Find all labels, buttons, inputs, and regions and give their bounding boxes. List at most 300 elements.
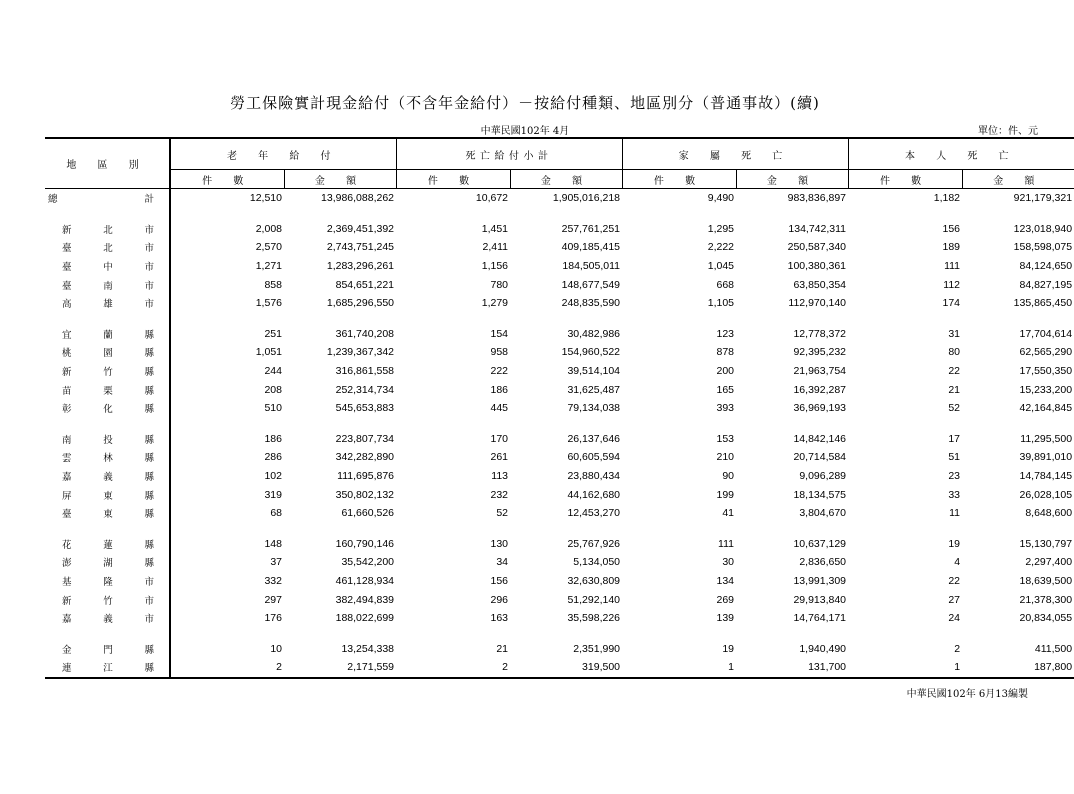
value-cell: 148 (264, 537, 282, 550)
value-cell: 250,587,340 (787, 241, 847, 254)
region-char: 高 (62, 299, 72, 311)
gap-cell (848, 313, 962, 325)
value-cell: 12,453,270 (567, 507, 621, 520)
table-row (45, 294, 1074, 313)
value-cell: 15,130,797 (1019, 537, 1073, 550)
family-death-header: 家 屬 死 亡 (622, 138, 848, 170)
region-char: 臺 (62, 262, 72, 274)
value-cell: 156 (490, 574, 509, 587)
value-cell: 332 (264, 574, 282, 587)
region-cell (45, 238, 170, 257)
table-row (45, 572, 1074, 591)
gap-cell (962, 523, 1074, 535)
value-cell: 17,704,614 (1019, 327, 1073, 340)
gap-cell (622, 313, 736, 325)
value-cell: 176 (264, 612, 282, 625)
value-cell: 510 (264, 402, 282, 415)
value-cell: 63,850,354 (793, 278, 847, 291)
value-cell: 1,239,367,342 (326, 346, 395, 359)
region-char: 園 (103, 348, 113, 360)
value-cell: 123,018,940 (1013, 222, 1073, 235)
region-char: 市 (144, 299, 154, 311)
region-char: 縣 (144, 644, 154, 656)
region-cell (45, 430, 170, 449)
gap-cell (396, 627, 510, 639)
gap-cell (396, 208, 510, 220)
value-cell: 36,969,193 (793, 402, 847, 415)
gap-cell (736, 627, 848, 639)
gap-cell (622, 208, 736, 220)
value-cell: 248,835,590 (561, 297, 621, 310)
region-name (45, 450, 154, 464)
table-row (45, 380, 1074, 399)
gap-cell (962, 627, 1074, 639)
gap-cell (170, 523, 284, 535)
compiled-date: 中華民國102年 6月13編製 (906, 689, 1028, 700)
value-cell: 411,500 (1034, 642, 1073, 655)
region-cell (45, 257, 170, 276)
region-char: 連 (62, 663, 72, 675)
value-cell: 24 (948, 612, 961, 625)
value-cell: 39,891,010 (1019, 451, 1073, 464)
count-header: 件 數 (622, 170, 736, 189)
value-cell: 10,672 (475, 192, 509, 205)
region-char: 基 (62, 576, 72, 588)
gap-cell (284, 418, 396, 430)
value-cell: 2 (396, 658, 510, 678)
value-cell: 200 (716, 365, 735, 378)
value-cell: 350,802,132 (335, 488, 395, 501)
region-cell (45, 639, 170, 658)
region-name (45, 611, 154, 625)
table-row (45, 639, 1074, 658)
value-cell: 1,051 (255, 346, 282, 359)
value-cell: 60,605,594 (567, 451, 621, 464)
value-cell: 52 (948, 402, 961, 415)
value-cell: 130 (490, 537, 509, 550)
benefits-table (45, 137, 1074, 679)
value-cell: 30 (722, 556, 735, 569)
region-char: 蓮 (103, 539, 113, 551)
value-cell: 251 (264, 327, 282, 340)
region-name (45, 240, 154, 254)
region-name (45, 191, 154, 205)
region-cell (45, 399, 170, 418)
region-char: 屏 (62, 490, 72, 502)
table-row (45, 220, 1074, 239)
region-char: 總 (48, 194, 58, 206)
value-cell: 153 (716, 432, 735, 445)
gap-cell (848, 208, 962, 220)
table-row (45, 553, 1074, 572)
value-cell: 19 (948, 537, 961, 550)
value-cell: 111 (718, 537, 735, 550)
gap-cell (622, 627, 736, 639)
value-cell: 2,743,751,245 (326, 241, 395, 254)
value-cell: 2,297,400 (1025, 556, 1073, 569)
value-cell: 102 (264, 470, 282, 483)
old-age-benefit-header: 老 年 給 付 (170, 138, 396, 170)
region-name (45, 593, 154, 607)
region-name (45, 222, 154, 236)
region-char: 嘉 (62, 472, 72, 484)
value-cell: 2,836,650 (799, 556, 847, 569)
gap-cell (510, 627, 622, 639)
gap-cell (284, 627, 396, 639)
value-cell: 84,827,195 (1019, 278, 1073, 291)
amount-header: 金 額 (736, 170, 848, 189)
value-cell: 1,182 (933, 192, 961, 205)
value-cell: 21 (496, 642, 509, 655)
value-cell: 35,598,226 (567, 612, 621, 625)
region-char: 縣 (144, 472, 154, 484)
value-cell: 16,392,287 (793, 383, 847, 396)
table-row (45, 535, 1074, 554)
value-cell: 131,700 (736, 658, 848, 678)
value-cell: 113 (491, 470, 509, 483)
gap-cell (622, 418, 736, 430)
value-cell: 12,778,372 (793, 327, 847, 340)
value-cell: 160,790,146 (335, 537, 395, 550)
gap-cell (510, 418, 622, 430)
region-name (45, 506, 154, 520)
value-cell: 409,185,415 (561, 241, 621, 254)
region-cell (45, 362, 170, 381)
value-cell: 199 (716, 488, 735, 501)
region-char: 門 (103, 644, 113, 656)
value-cell: 41 (722, 507, 735, 520)
value-cell: 319 (264, 488, 282, 501)
value-cell: 210 (716, 451, 735, 464)
gap-cell (962, 313, 1074, 325)
region-name (45, 345, 154, 359)
region-char: 投 (103, 434, 113, 446)
region-char: 蘭 (103, 329, 113, 341)
value-cell: 286 (264, 451, 282, 464)
value-cell: 878 (716, 346, 735, 359)
region-name (45, 469, 154, 483)
region-char: 竹 (103, 367, 113, 379)
gap-cell (396, 418, 510, 430)
gap-cell (45, 627, 170, 639)
value-cell: 39,514,104 (567, 365, 621, 378)
value-cell: 100,380,361 (787, 260, 847, 273)
region-char: 花 (62, 539, 72, 551)
region-char: 南 (62, 434, 72, 446)
region-cell (45, 448, 170, 467)
value-cell: 1,451 (481, 222, 509, 235)
value-cell: 1,045 (707, 260, 735, 273)
value-cell: 257,761,251 (561, 222, 621, 235)
region-cell (45, 294, 170, 313)
region-char: 林 (103, 453, 113, 465)
value-cell: 11 (949, 507, 961, 520)
table-body (45, 189, 1074, 678)
region-char: 縣 (144, 453, 154, 465)
value-cell: 244 (264, 365, 282, 378)
region-char: 新 (62, 595, 72, 607)
table-row (45, 504, 1074, 523)
region-char: 新 (62, 367, 72, 379)
value-cell: 4 (954, 556, 961, 569)
region-cell (45, 609, 170, 628)
gap-cell (736, 418, 848, 430)
region-name (45, 364, 154, 378)
value-cell: 62,565,290 (1019, 346, 1073, 359)
value-cell: 31 (948, 327, 961, 340)
group-gap (45, 313, 1074, 325)
region-char: 縣 (144, 404, 154, 416)
region-cell (45, 572, 170, 591)
value-cell: 297 (264, 593, 282, 606)
region-char: 市 (144, 224, 154, 236)
gap-cell (510, 523, 622, 535)
group-gap (45, 418, 1074, 430)
region-char: 雲 (62, 453, 72, 465)
value-cell: 668 (716, 278, 735, 291)
region-char: 江 (103, 663, 113, 675)
region-cell (45, 220, 170, 239)
value-cell: 445 (490, 402, 509, 415)
region-cell (45, 467, 170, 486)
value-cell: 1,905,016,218 (552, 192, 621, 205)
value-cell: 33 (948, 488, 961, 501)
value-cell: 1,279 (481, 297, 509, 310)
value-cell: 13,986,088,262 (321, 192, 395, 205)
value-cell: 25,767,926 (567, 537, 621, 550)
value-cell: 14,764,171 (793, 612, 847, 625)
value-cell: 51 (948, 451, 961, 464)
region-name (45, 488, 154, 502)
region-char: 北 (103, 243, 113, 255)
value-cell: 189 (942, 241, 961, 254)
value-cell: 361,740,208 (335, 327, 395, 340)
value-cell: 165 (716, 383, 735, 396)
table-row (45, 430, 1074, 449)
value-cell: 27 (948, 593, 961, 606)
table-row (45, 399, 1074, 418)
value-cell: 139 (716, 612, 735, 625)
value-cell: 958 (490, 346, 509, 359)
region-char: 臺 (62, 509, 72, 521)
value-cell: 9,096,289 (799, 470, 847, 483)
region-char: 化 (103, 404, 113, 416)
region-char: 縣 (144, 663, 154, 675)
value-cell: 112 (943, 278, 961, 291)
value-cell: 11,295,500 (1020, 432, 1073, 445)
region-char: 市 (144, 614, 154, 626)
region-cell (45, 535, 170, 554)
gap-cell (170, 627, 284, 639)
value-cell: 174 (942, 297, 961, 310)
gap-cell (510, 208, 622, 220)
value-cell: 2,351,990 (573, 642, 621, 655)
value-cell: 44,162,680 (567, 488, 621, 501)
region-char: 市 (144, 576, 154, 588)
value-cell: 61,660,526 (341, 507, 395, 520)
region-char: 雄 (103, 299, 113, 311)
value-cell: 223,807,734 (335, 432, 395, 445)
gap-cell (962, 418, 1074, 430)
value-cell: 22 (948, 365, 961, 378)
value-cell: 983,836,897 (787, 192, 847, 205)
region-char: 縣 (144, 329, 154, 341)
table-row (45, 238, 1074, 257)
gap-cell (45, 208, 170, 220)
death-benefit-subtotal-header: 死亡給付小計 (396, 138, 622, 170)
region-name (45, 296, 154, 310)
gap-cell (736, 208, 848, 220)
region-char: 縣 (144, 509, 154, 521)
value-cell: 20,714,584 (793, 451, 847, 464)
region-char: 縣 (144, 434, 154, 446)
value-cell: 42,164,845 (1019, 402, 1073, 415)
value-cell: 84,124,650 (1019, 260, 1073, 273)
region-char: 市 (144, 243, 154, 255)
region-char: 北 (103, 224, 113, 236)
value-cell: 21 (948, 383, 961, 396)
region-char: 市 (144, 595, 154, 607)
gap-cell (848, 627, 962, 639)
value-cell: 34 (496, 556, 509, 569)
gap-cell (284, 208, 396, 220)
region-name (45, 642, 154, 656)
value-cell: 342,282,890 (335, 451, 395, 464)
region-cell (45, 189, 170, 208)
region-cell (45, 325, 170, 344)
value-cell: 29,913,840 (793, 593, 847, 606)
value-cell: 30,482,986 (567, 327, 621, 340)
gap-cell (510, 313, 622, 325)
region-char: 縣 (144, 539, 154, 551)
value-cell: 1,940,490 (799, 642, 847, 655)
count-header: 件 數 (848, 170, 962, 189)
value-cell: 2,570 (255, 241, 282, 254)
value-cell: 19 (722, 642, 735, 655)
group-gap (45, 627, 1074, 639)
value-cell: 1,685,296,550 (326, 297, 395, 310)
value-cell: 2,171,559 (284, 658, 396, 678)
value-cell: 20,834,055 (1019, 612, 1073, 625)
value-cell: 10 (270, 642, 282, 655)
value-cell: 163 (490, 612, 509, 625)
gap-cell (284, 313, 396, 325)
amount-header: 金 額 (284, 170, 396, 189)
value-cell: 21,378,300 (1019, 593, 1073, 606)
value-cell: 80 (948, 346, 961, 359)
value-cell: 154,960,522 (561, 346, 621, 359)
table-header (45, 138, 1074, 189)
value-cell: 18,639,500 (1019, 574, 1073, 587)
region-char: 桃 (62, 348, 72, 360)
region-char: 南 (103, 280, 113, 292)
count-header: 件 數 (396, 170, 510, 189)
group-gap (45, 523, 1074, 535)
value-cell: 21,963,754 (793, 365, 847, 378)
value-cell: 780 (490, 278, 509, 291)
value-cell: 187,800 (962, 658, 1074, 678)
region-char: 縣 (144, 348, 154, 360)
value-cell: 208 (264, 383, 282, 396)
value-cell: 393 (716, 402, 735, 415)
table-row (45, 467, 1074, 486)
value-cell: 921,179,321 (1013, 192, 1073, 205)
value-cell: 15,233,200 (1019, 383, 1073, 396)
value-cell: 35,542,200 (341, 556, 395, 569)
value-cell: 112,970,140 (788, 297, 847, 310)
value-cell: 170 (490, 432, 509, 445)
region-char: 計 (144, 194, 154, 206)
unit-label: 單位：件、元 (978, 126, 1038, 137)
value-cell: 32,630,809 (567, 574, 621, 587)
value-cell: 2,222 (707, 241, 735, 254)
value-cell: 2,411 (482, 241, 509, 254)
region-name (45, 660, 154, 674)
region-name (45, 537, 154, 551)
value-cell: 186 (264, 432, 282, 445)
value-cell: 3,804,670 (799, 507, 847, 520)
region-char: 苗 (62, 385, 72, 397)
value-cell: 1 (622, 658, 736, 678)
value-cell: 68 (270, 507, 282, 520)
value-cell: 90 (722, 470, 735, 483)
region-char: 中 (103, 262, 113, 274)
group-gap (45, 208, 1074, 220)
table-row (45, 362, 1074, 381)
value-cell: 5,134,050 (573, 556, 621, 569)
region-char: 臺 (62, 243, 72, 255)
value-cell: 156 (942, 222, 961, 235)
table-row (45, 485, 1074, 504)
value-cell: 2,369,451,392 (326, 222, 395, 235)
region-char: 竹 (103, 595, 113, 607)
value-cell: 2,008 (255, 222, 282, 235)
value-cell: 92,395,232 (793, 346, 847, 359)
region-char: 義 (103, 614, 113, 626)
region-char: 縣 (144, 367, 154, 379)
region-char: 東 (103, 490, 113, 502)
value-cell: 31,625,487 (567, 383, 621, 396)
region-cell (45, 485, 170, 504)
gap-cell (962, 208, 1074, 220)
region-char: 隆 (103, 576, 113, 588)
value-cell: 1,156 (481, 260, 509, 273)
value-cell: 858 (264, 278, 282, 291)
gap-cell (45, 418, 170, 430)
region-char: 市 (144, 262, 154, 274)
region-cell (45, 504, 170, 523)
gap-cell (170, 313, 284, 325)
region-char: 縣 (144, 558, 154, 570)
gap-cell (396, 313, 510, 325)
gap-cell (848, 418, 962, 430)
value-cell: 296 (490, 593, 509, 606)
value-cell: 17,550,350 (1019, 365, 1073, 378)
value-cell: 319,500 (510, 658, 622, 678)
region-cell (45, 380, 170, 399)
value-cell: 111 (944, 260, 961, 273)
value-cell: 1,283,296,261 (326, 260, 395, 273)
value-cell: 134,742,311 (788, 222, 847, 235)
gap-cell (170, 418, 284, 430)
region-cell (45, 658, 170, 678)
value-cell: 18,134,575 (793, 488, 847, 501)
value-cell: 9,490 (707, 192, 735, 205)
gap-cell (622, 523, 736, 535)
value-cell: 51,292,140 (567, 593, 621, 606)
value-cell: 2 (954, 642, 961, 655)
region-char: 嘉 (62, 614, 72, 626)
